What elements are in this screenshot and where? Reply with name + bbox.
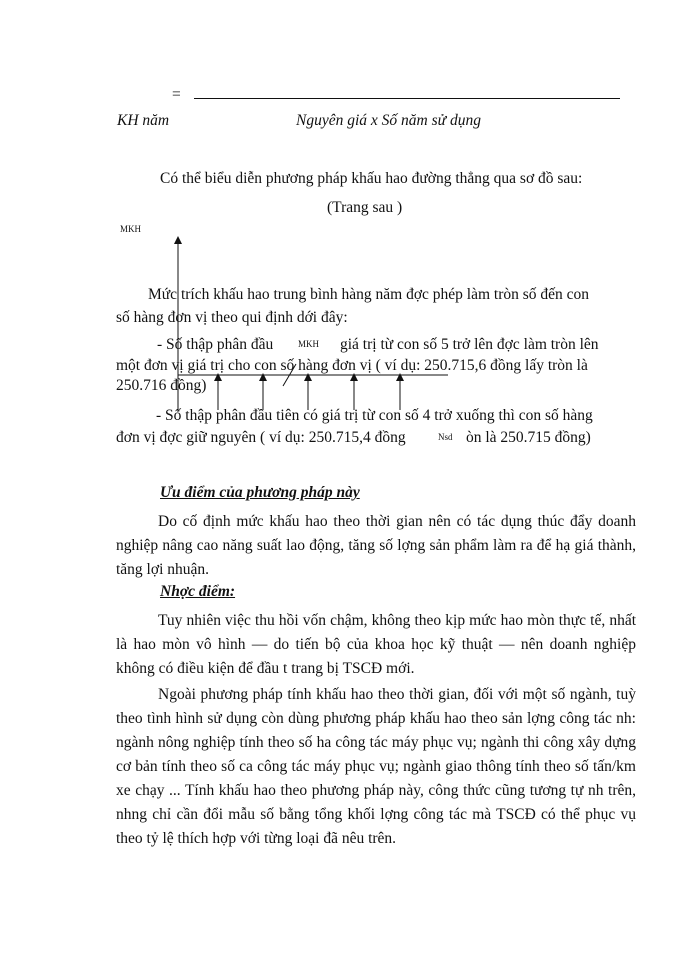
rounding-line: đơn vị đợc giữ nguyên ( ví dụ: 250.715,4 đồng	[116, 429, 406, 446]
advantages-text: Do cố định mức khấu hao theo thời gian nên có tác dụng thúc đẩy doanh nghiệp nâng cao năng suất lao động, tăng số lợng sản phẩm làm ra để hạ giá thành, tăng lợi nhuận.	[116, 513, 636, 578]
diagram-y-label: MKH	[120, 224, 142, 234]
diagram-end-label: Nsd	[438, 432, 453, 442]
formula-left-label: KH năm	[117, 112, 170, 129]
formula-denominator: Nguyên giá x Số năm sử dụng	[296, 112, 481, 129]
disadvantages-heading: Nhợc điểm:	[160, 583, 236, 600]
rounding-line: 250.716 đồng)	[116, 377, 207, 394]
equals-sign: =	[172, 86, 181, 103]
diagram-mid-label: MKH	[298, 339, 320, 349]
closing-paragraph	[116, 683, 636, 851]
rounding-line: - Số thập phân đầu tiên có giá trị từ con số 4 trở xuống thì con số hàng	[156, 407, 593, 424]
advantages-heading: Ưu điểm của phương pháp này	[160, 484, 360, 501]
disadvantages-paragraph	[116, 609, 636, 681]
rounding-rule1-start: - Số thập phân đầu	[157, 336, 274, 353]
next-page-note: (Trang sau )	[327, 199, 403, 216]
advantages-paragraph	[116, 510, 636, 582]
rounding-line: số hàng đơn vị theo qui định dới đây:	[116, 309, 348, 326]
rounding-line: một đơn vị giá trị cho con số hàng đơn vị ( ví dụ: 250.715,6 đồng lấy tròn là	[116, 357, 588, 374]
closing-text: Ngoài phương pháp tính khấu hao theo thời gian, đối với một số ngành, tuỳ theo tình hình sử dụng còn dùng phương pháp khấu hao theo sản lợng công tác nh: ngành nông nghiệp tính theo số ha công tác máy phục vụ; ngành thi công xây dựng cơ bản tính theo số ca công tác máy phục vụ; ngành giao thông tính theo số tấn/km xe chạy ... Tính khấu hao theo phương pháp này, công thức cũng tương tự nh trên, nhng chỉ cần đổi mẫu số bằng tổng khối lợng công tác mà TSCĐ có thể phục vụ theo tỷ lệ thích hợp với từng loại đã nêu trên.	[116, 686, 636, 847]
intro-line: Có thể biểu diễn phương pháp khấu hao đường thẳng qua sơ đồ sau:	[160, 170, 583, 187]
rounding-rule1-end: giá trị từ con số 5 trở lên đợc làm tròn lên	[340, 336, 599, 353]
rounding-line: òn là 250.715 đồng)	[466, 429, 591, 446]
rounding-line: Mức trích khấu hao trung bình hàng năm đợc phép làm tròn số đến con	[148, 286, 590, 303]
disadvantages-text: Tuy nhiên việc thu hồi vốn chậm, không theo kịp mức hao mòn thực tế, nhất là hao mòn vô hình — do tiến bộ của khoa học kỹ thuật — nên doanh nghiệp không có điều kiện để đầu t trang bị TSCĐ mới.	[116, 612, 636, 677]
